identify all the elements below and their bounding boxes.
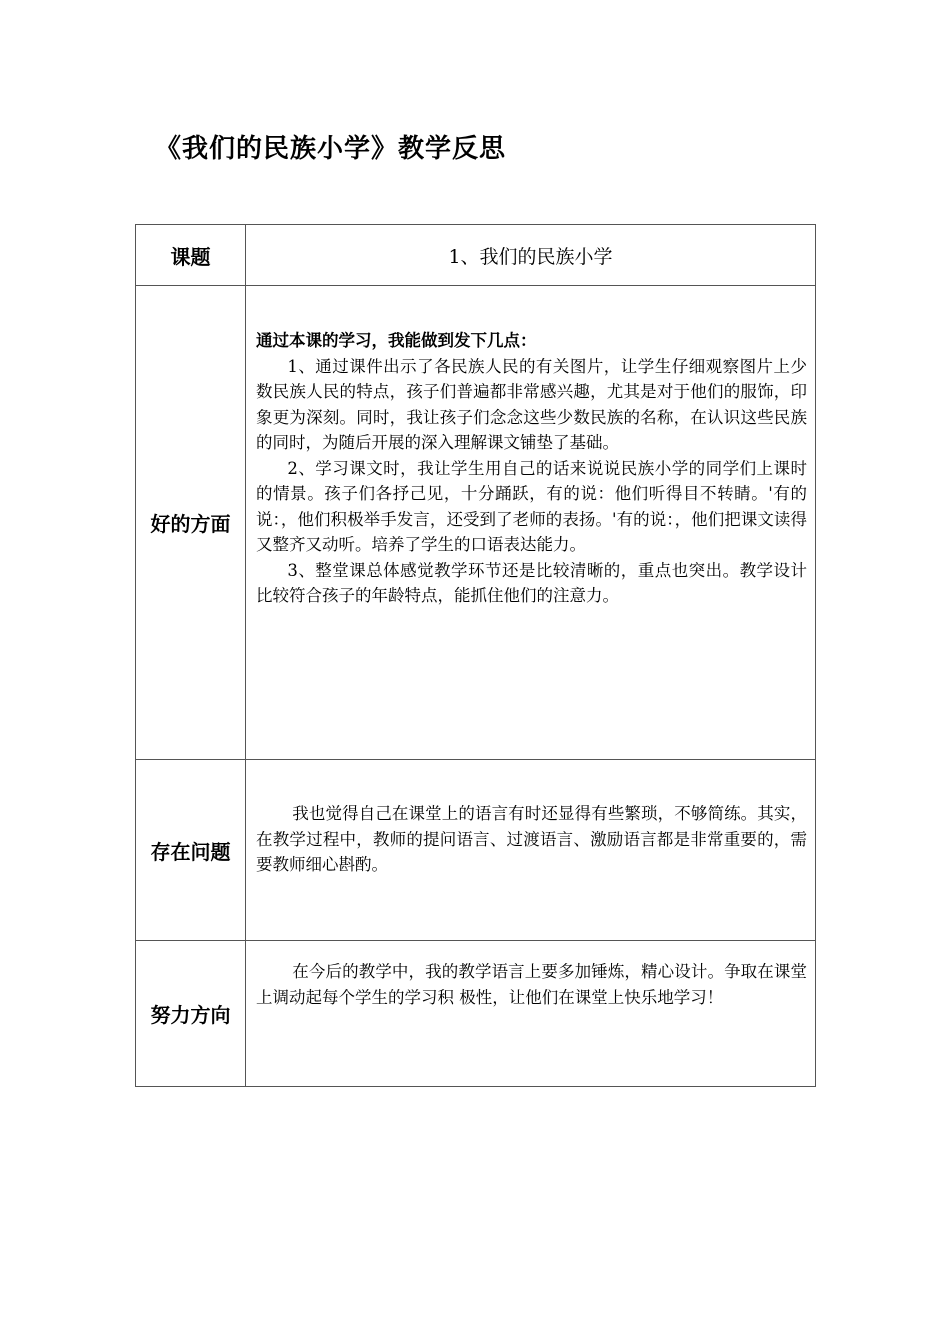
good-content-cell: [246, 286, 816, 760]
issue-content-cell: [246, 760, 816, 941]
topic-value: 1、我们的民族小学: [246, 225, 816, 286]
good-content: [246, 286, 815, 609]
good-label: 好的方面: [136, 286, 246, 760]
table-row-effort: [136, 941, 816, 1087]
table-row-good: [136, 286, 816, 760]
topic-label: 课题: [136, 225, 246, 286]
issue-label: 存在问题: [136, 760, 246, 941]
good-paragraph-3: 3、整堂课总体感觉教学环节还是比较清晰的，重点也突出。教学设计比较符合孩子的年龄特点，能抓住他们的注意力。: [256, 560, 807, 605]
table-row-issue: [136, 760, 816, 941]
effort-label: 努力方向: [136, 941, 246, 1087]
table-row-topic: [136, 225, 816, 286]
page-title: 《我们的民族小学》教学反思: [155, 134, 507, 164]
issue-text: 我也觉得自己在课堂上的语言有时还显得有些繁琐，不够简练。其实，在教学过程中，教师的提问语言、过渡语言、激励语言都是非常重要的，需要教师细心斟酌。: [256, 804, 807, 874]
good-intro: 通过本课的学习，我能做到发下几点：: [256, 331, 537, 350]
effort-content-cell: [246, 941, 816, 1087]
effort-text: 在今后的教学中，我的教学语言上要多加锤炼，精心设计。争取在课堂上调动起每个学生的学习积 极性，让他们在课堂上快乐地学习！: [256, 962, 807, 1007]
reflection-table: [135, 224, 816, 1087]
good-paragraph-2: 2、学习课文时，我让学生用自己的话来说说民族小学的同学们上课时的情景。孩子们各抒己见，十分踊跃，有的说：他们听得目不转睛。'有的说：，他们积极举手发言，还受到了老师的表扬。'有的说：，他们把课文读得又整齐又动听。培养了学生的口语表达能力。: [256, 458, 807, 554]
good-paragraph-1: 1、通过课件出示了各民族人民的有关图片，让学生仔细观察图片上少数民族人民的特点，孩子们普遍都非常感兴趣，尤其是对于他们的服饰，印象更为深刻。同时，我让孩子们念念这些少数民族的名称，在认识这些民族的同时，为随后开展的深入理解课文铺垫了基础。: [256, 356, 807, 452]
